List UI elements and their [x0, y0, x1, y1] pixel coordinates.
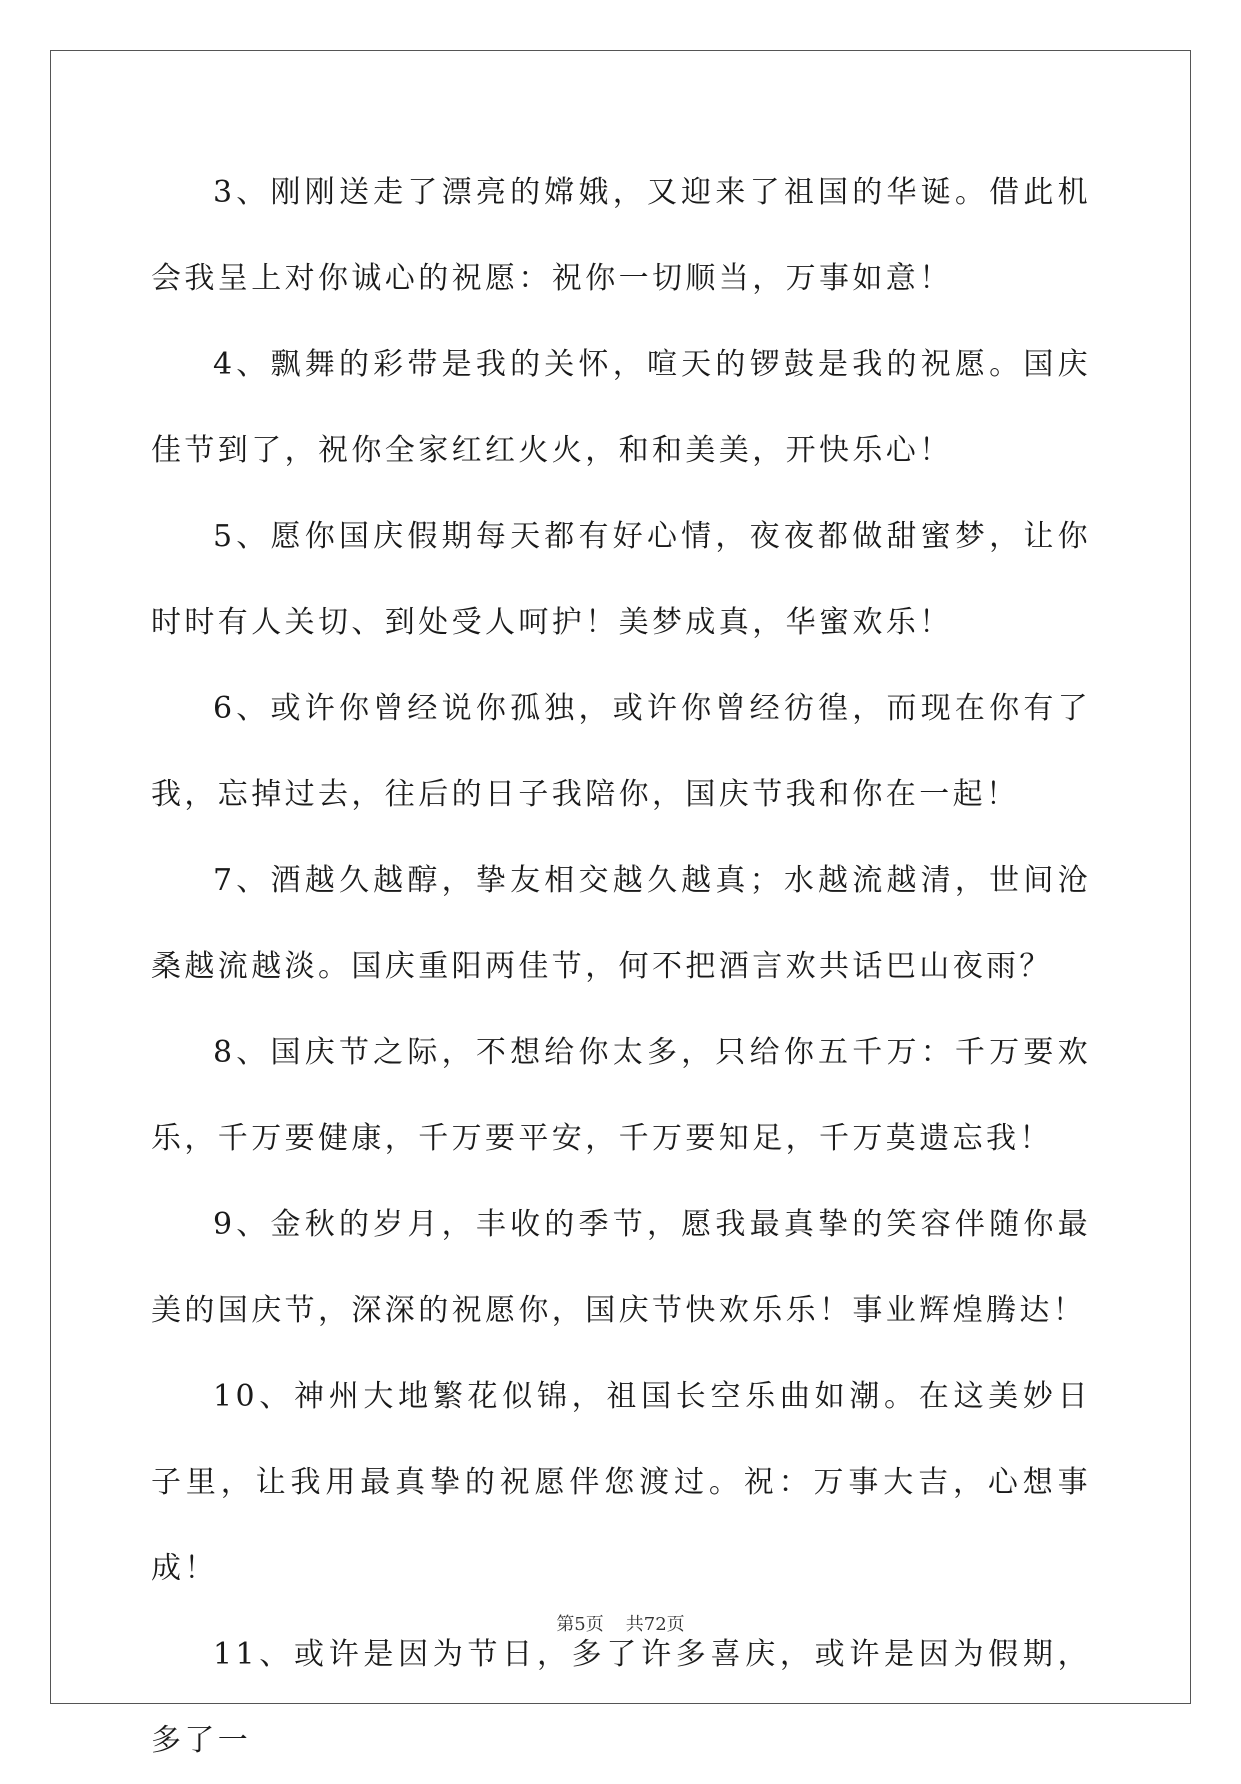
- paragraph-7: 7、酒越久越醇，挚友相交越久越真；水越流越清，世间沧桑越流越淡。国庆重阳两佳节，何不把酒言欢共话巴山夜雨？: [151, 863, 1091, 984]
- page-footer: [0, 1610, 1241, 1636]
- paragraph-6: 6、或许你曾经说你孤独，或许你曾经彷徨，而现在你有了我，忘掉过去，往后的日子我陪你，国庆节我和你在一起！: [151, 691, 1091, 812]
- page-number: 第5页: [556, 1614, 604, 1635]
- paragraph-9: 9、金秋的岁月，丰收的季节，愿我最真挚的笑容伴随你最美的国庆节，深深的祝愿你，国庆节快欢乐乐！事业辉煌腾达！: [151, 1207, 1091, 1328]
- page-total: 共72页: [625, 1614, 685, 1635]
- paragraph-8: 8、国庆节之际，不想给你太多，只给你五千万：千万要欢乐，千万要健康，千万要平安，千万要知足，千万莫遗忘我！: [151, 1035, 1091, 1156]
- paragraph-11: 11、或许是因为节日，多了许多喜庆，或许是因为假期，多了一: [151, 1637, 1091, 1758]
- paragraph-10: 10、神州大地繁花似锦，祖国长空乐曲如潮。在这美妙日子里，让我用最真挚的祝愿伴您渡过。祝：万事大吉，心想事成！: [151, 1379, 1091, 1586]
- paragraph-5: 5、愿你国庆假期每天都有好心情，夜夜都做甜蜜梦，让你时时有人关切、到处受人呵护！美梦成真，华蜜欢乐！: [151, 519, 1091, 640]
- document-body: [151, 150, 1091, 1784]
- paragraph-3: 3、刚刚送走了漂亮的嫦娥，又迎来了祖国的华诞。借此机会我呈上对你诚心的祝愿：祝你一切顺当，万事如意！: [151, 175, 1091, 296]
- paragraph-4: 4、飘舞的彩带是我的关怀，喧天的锣鼓是我的祝愿。国庆佳节到了，祝你全家红红火火，和和美美，开快乐心！: [151, 347, 1091, 468]
